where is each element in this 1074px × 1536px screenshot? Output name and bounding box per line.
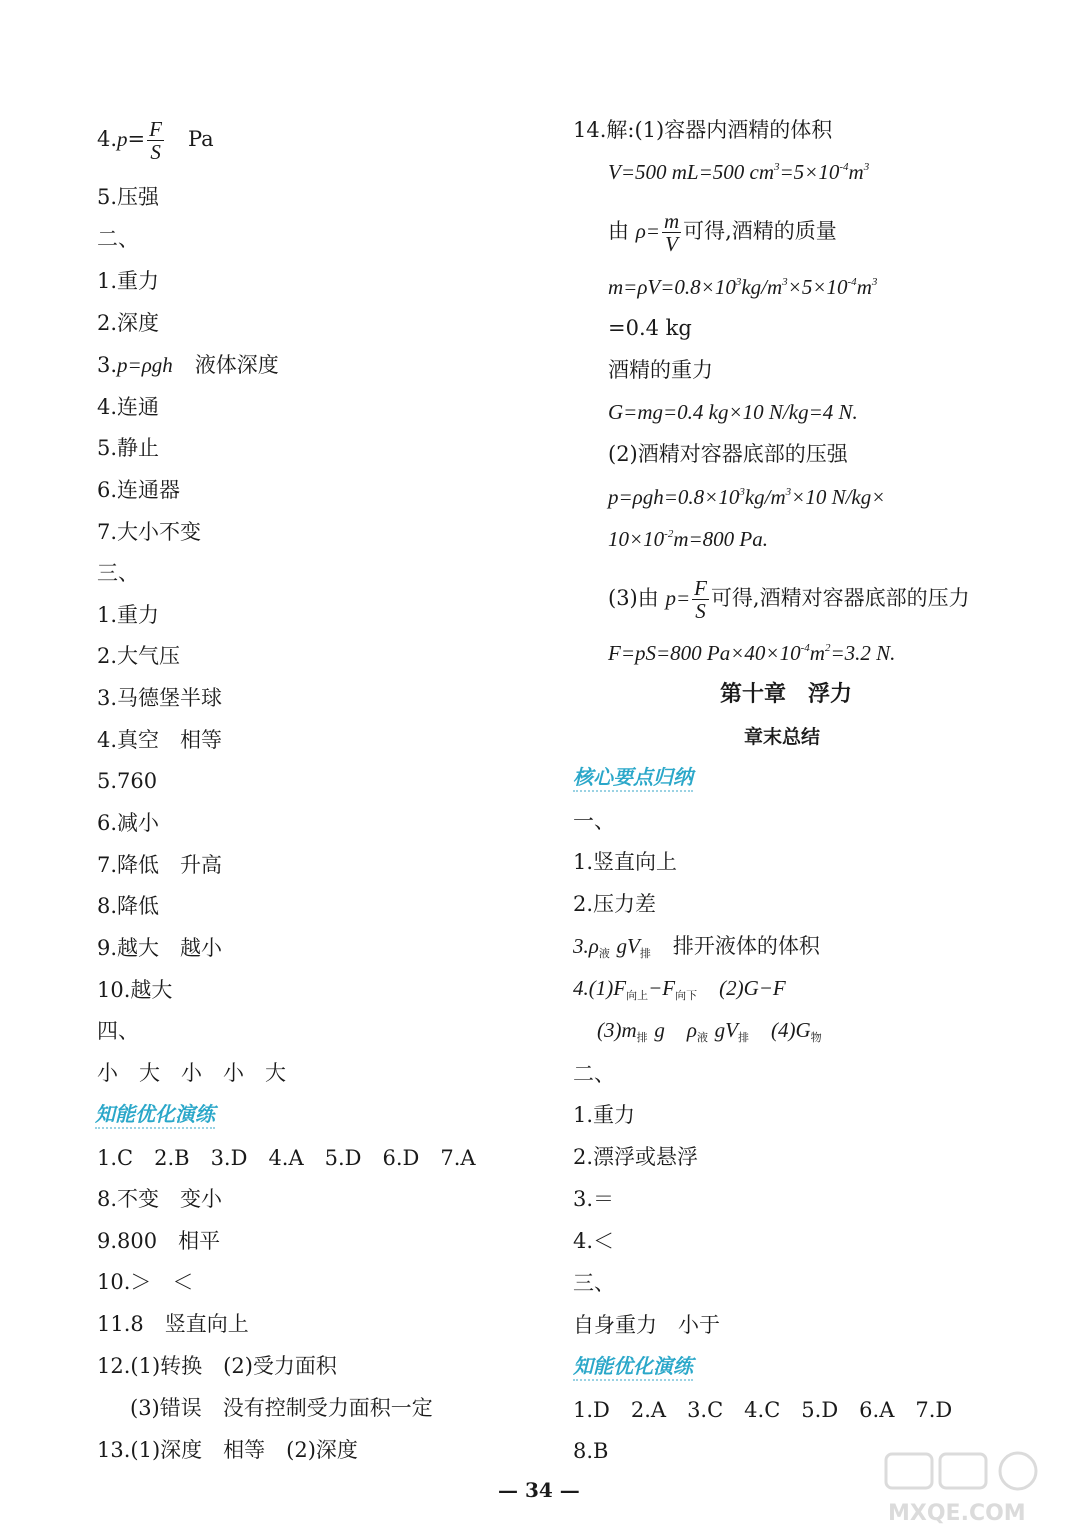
answer-line: 1.重力	[97, 269, 160, 293]
answer-line: 5.压强	[97, 185, 160, 209]
solution-line: F=pS=800 $Pa\times 40\times 10^{-4}m^2=3.2$ N.	[608, 641, 896, 665]
solution-line: V=500 mL=500 $cm^3=5\times 10^{-4}m^3$	[608, 160, 870, 184]
answer-line: $4.(1)F_{向上}-F_{向下}$ (2)G−F	[573, 976, 786, 1002]
answer-line: 5.760	[97, 769, 158, 793]
answer-line: 9.800 相平	[97, 1229, 221, 1253]
answer-line: 自身重力 小于	[573, 1313, 720, 1337]
answer-line: $(3)m_排$ g $\rho_液$ $gV_排$ $(4)G_物$	[597, 1018, 822, 1044]
solution-line: $p=\rho gh=0.8\times 10^3kg/m^3\times 10$ N/kg×	[608, 485, 886, 509]
section-heading: 知能优化演练	[573, 1356, 693, 1381]
chapter-title: 第十章 浮力	[720, 682, 853, 707]
answer-line: 7.降低 升高	[97, 853, 223, 877]
section-number: 一、	[573, 809, 615, 833]
section-heading: 知能优化演练	[95, 1104, 215, 1129]
solution-line: 14.解:(1)容器内酒精的体积	[573, 118, 833, 142]
solution-line: (2)酒精对容器底部的压强	[608, 442, 848, 466]
fraction: $\frac{F}{S}$	[149, 117, 162, 165]
page-number: — 34 —	[498, 1478, 580, 1502]
section-number: 二、	[97, 227, 139, 251]
solution-line: (3)由 p= $\frac{F}{S}$ 可得,酒精对容器底部的压力	[608, 576, 970, 624]
fraction: $\frac{m}{V}$	[663, 209, 680, 257]
answer-line: 7.大小不变	[97, 520, 202, 544]
answer-line: 10.越大	[97, 978, 173, 1002]
chapter-subtitle: 章末总结	[744, 726, 821, 748]
solution-line: $m=\rho V=0.8\times 10^3kg/m^3\times 5\times 10^{-4}m^3$	[608, 275, 878, 299]
section-heading: 核心要点归纳	[573, 767, 693, 792]
solution-line: 由 ρ= $\frac{m}{V}$ 可得,酒精的质量	[608, 209, 837, 257]
answer-line: 2.大气压	[97, 644, 181, 668]
answer-line: 10.＞ ＜	[97, 1270, 194, 1294]
answer-line: 1.D 2.A 3.C 4.C 5.D 6.A 7.D	[573, 1398, 953, 1422]
answer-line: 2.漂浮或悬浮	[573, 1145, 699, 1169]
answer-line: 12.(1)转换 (2)受力面积	[97, 1354, 337, 1378]
answer-line: 1.竖直向上	[573, 850, 678, 874]
answer-line: 5.静止	[97, 436, 160, 460]
answer-line: 4.真空 相等	[97, 728, 223, 752]
solution-line: 酒精的重力	[608, 358, 713, 382]
answer-line: 8.B	[573, 1439, 609, 1463]
answer-line: 11.8 竖直向上	[97, 1312, 249, 1336]
answer-line: 3.＝	[573, 1187, 615, 1211]
answer-line: 13.(1)深度 相等 (2)深度	[97, 1438, 358, 1462]
answer-line: 4.连通	[97, 395, 160, 419]
watermark-logo	[878, 1448, 1058, 1528]
answer-line: 1.C 2.B 3.D 4.A 5.D 6.D 7.A	[97, 1146, 476, 1170]
answer-line: 1.重力	[573, 1103, 636, 1127]
section-number: 三、	[573, 1271, 615, 1295]
answer-line: (3)错误 没有控制受力面积一定	[130, 1396, 433, 1420]
answer-line: 3.p=ρgh 液体深度	[97, 353, 279, 377]
answer-line: 1.重力	[97, 603, 160, 627]
solution-line: $10\times 10^{-2}m=800$ Pa.	[608, 527, 769, 551]
svg-text:MXQE.COM: MXQE.COM	[888, 1501, 1026, 1526]
section-number: 二、	[573, 1062, 615, 1086]
section-number: 四、	[97, 1019, 139, 1043]
answer-line: 4.＜	[573, 1229, 615, 1253]
solution-line: =0.4 kg	[608, 316, 692, 340]
section-number: 三、	[97, 561, 139, 585]
answer-line: 小 大 小 小 大	[97, 1061, 286, 1085]
answer-line: 9.越大 越小	[97, 936, 223, 960]
answer-line: 4.p= $\frac{F}{S}$ Pa	[97, 117, 214, 165]
solution-line: G=mg=0.4 kg×10 N/kg=4 N.	[608, 400, 858, 424]
answer-line: 8.降低	[97, 894, 160, 918]
fraction: $\frac{F}{S}$	[694, 576, 707, 624]
answer-line: 8.不变 变小	[97, 1187, 223, 1211]
answer-line: 2.压力差	[573, 892, 657, 916]
answer-line: 2.深度	[97, 311, 160, 335]
answer-line: 3.马德堡半球	[97, 686, 223, 710]
answer-line: 6.连通器	[97, 478, 181, 502]
answer-line: $3.\rho_液$ $gV_排$ 排开液体的体积	[573, 934, 820, 960]
answer-line: 6.减小	[97, 811, 160, 835]
